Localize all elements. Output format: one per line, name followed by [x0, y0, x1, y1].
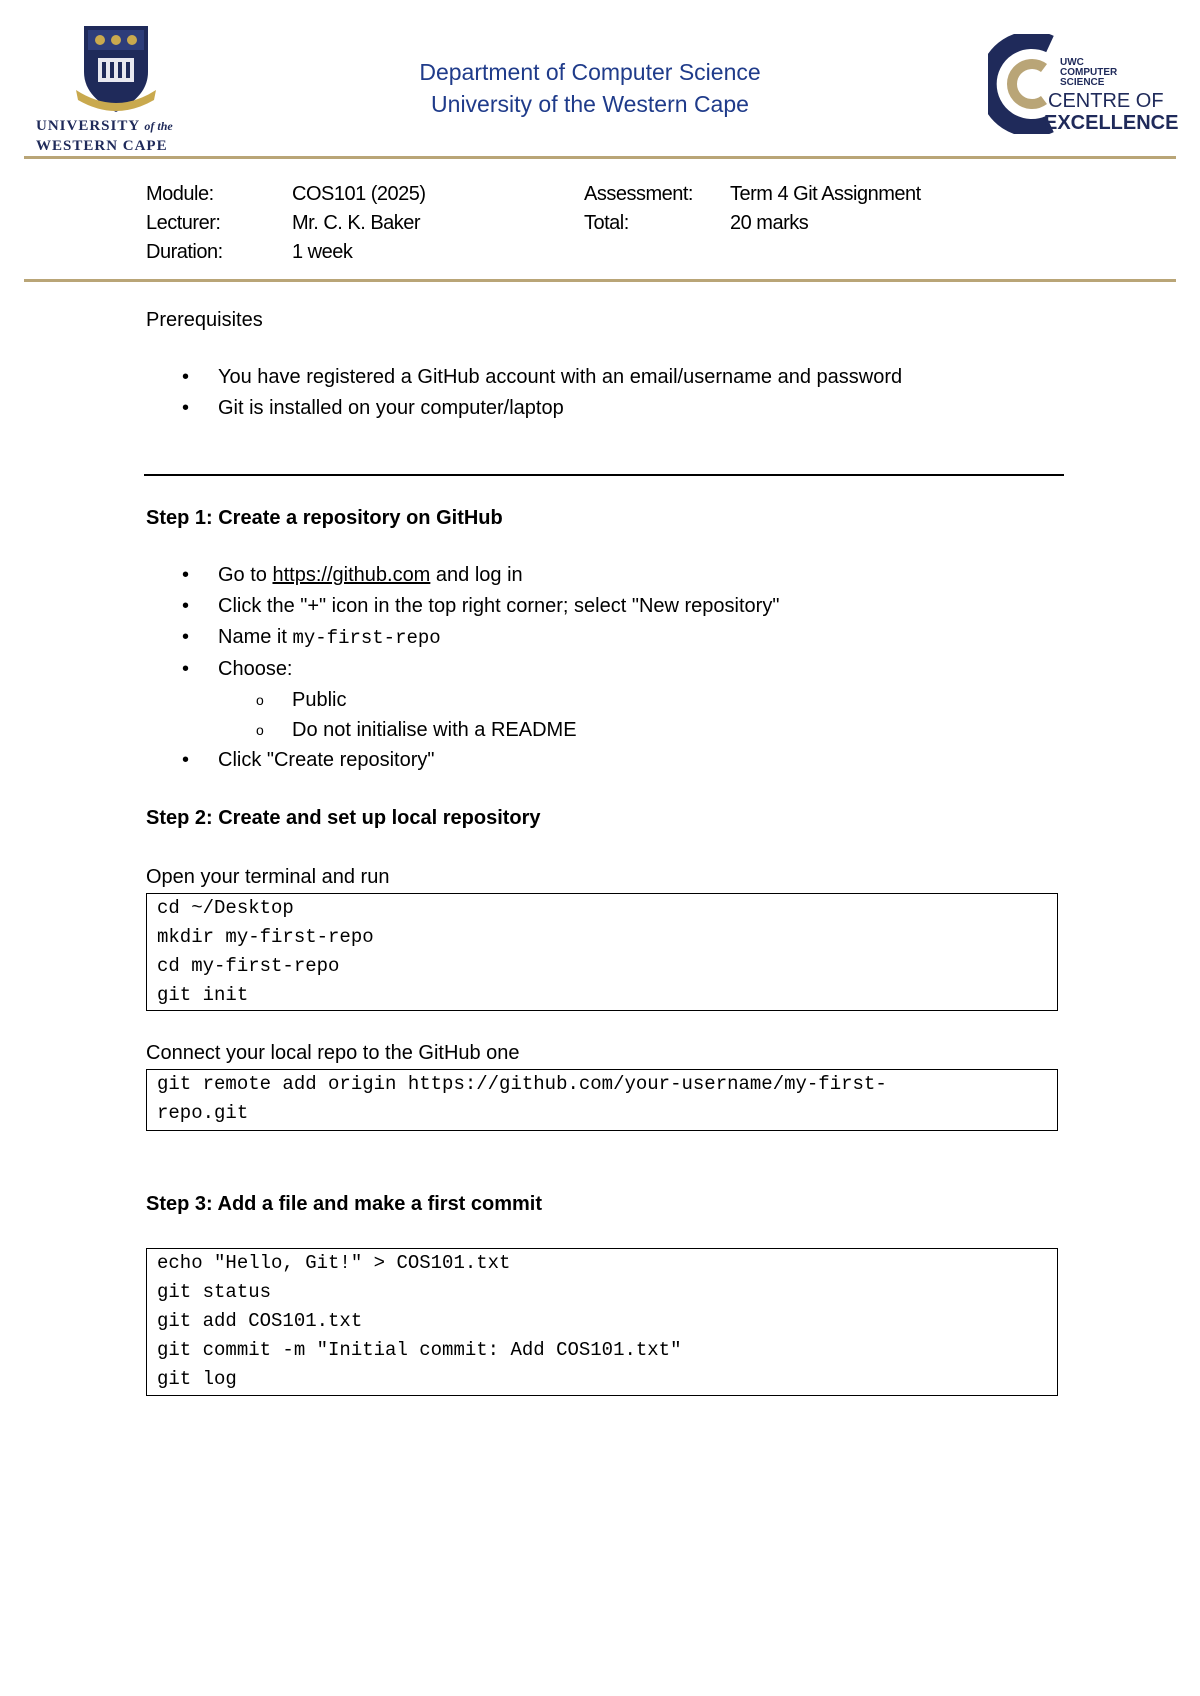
sub-list-item: o Do not initialise with a README — [256, 719, 577, 741]
assessment-value: Term 4 Git Assignment — [730, 183, 921, 205]
info-divider — [24, 279, 1176, 282]
university-name: University of the Western Cape — [431, 91, 749, 117]
open-terminal-text: Open your terminal and run — [146, 866, 390, 888]
coe-centre-of: CENTRE OF — [1048, 90, 1164, 112]
code-block-commit: echo "Hello, Git!" > COS101.txt git status git add COS101.txt git commit -m "Initial commit: Add COS101.txt" git log — [146, 1248, 1058, 1396]
step1-sublist — [146, 685, 1066, 745]
total-value: 20 marks — [730, 212, 809, 234]
step2-title: Step 2: Create and set up local repository — [146, 807, 541, 829]
duration-value: 1 week — [292, 241, 353, 263]
step2-section — [146, 806, 1066, 830]
header-divider — [24, 156, 1176, 159]
list-item: • Choose: — [182, 658, 293, 680]
step3-section — [146, 1192, 1066, 1216]
list-item: • Go to https://github.com and log in — [182, 564, 523, 586]
department-title — [300, 56, 880, 120]
step1-section — [146, 506, 1066, 776]
list-item: • Click the "+" icon in the top right corner; select "New repository" — [182, 595, 780, 617]
list-item: • Name it my-first-repo — [182, 626, 441, 649]
university-crest-icon — [74, 20, 158, 116]
step1-list — [146, 560, 1066, 685]
prerequisites-section — [146, 308, 1066, 424]
lecturer-label: Lecturer: — [146, 212, 221, 234]
step1-list-end — [146, 745, 1066, 776]
coe-excellence: EXCELLENCE — [1044, 112, 1179, 134]
section-divider — [144, 474, 1064, 476]
uwc-logo — [36, 20, 196, 156]
lecturer-value: Mr. C. K. Baker — [292, 212, 421, 234]
code-block-local-repo: cd ~/Desktop mkdir my-first-repo cd my-first-repo git init — [146, 893, 1058, 1011]
total-label: Total: — [584, 212, 629, 234]
list-item: • Git is installed on your computer/laptop — [182, 397, 564, 419]
step3-title: Step 3: Add a file and make a first commit — [146, 1193, 543, 1215]
prerequisites-title: Prerequisites — [146, 309, 263, 331]
github-link[interactable]: https://github.com — [272, 564, 431, 586]
module-value: COS101 (2025) — [292, 183, 426, 205]
list-item: • Click "Create repository" — [182, 749, 435, 771]
department-name: Department of Computer Science — [419, 59, 761, 85]
sub-list-item: o Public — [256, 689, 347, 711]
duration-label: Duration: — [146, 241, 223, 263]
step1-title: Step 1: Create a repository on GitHub — [146, 507, 503, 529]
prerequisites-list — [146, 362, 1066, 424]
list-item: • You have registered a GitHub account with an email/username and password — [182, 366, 903, 388]
university-wordmark-line1: UNIVERSITY of the — [36, 118, 173, 134]
code-block-remote: git remote add origin https://github.com/your-username/my-first- repo.git — [146, 1069, 1058, 1131]
centre-of-excellence-logo — [988, 34, 1179, 134]
coe-small-text: UWC COMPUTER SCIENCE — [1060, 57, 1118, 88]
assessment-label: Assessment: — [584, 183, 693, 205]
connect-remote-text: Connect your local repo to the GitHub one — [146, 1042, 520, 1064]
repo-name-code: my-first-repo — [292, 627, 441, 649]
university-wordmark-line2: WESTERN CAPE — [36, 138, 168, 154]
module-label: Module: — [146, 183, 214, 205]
